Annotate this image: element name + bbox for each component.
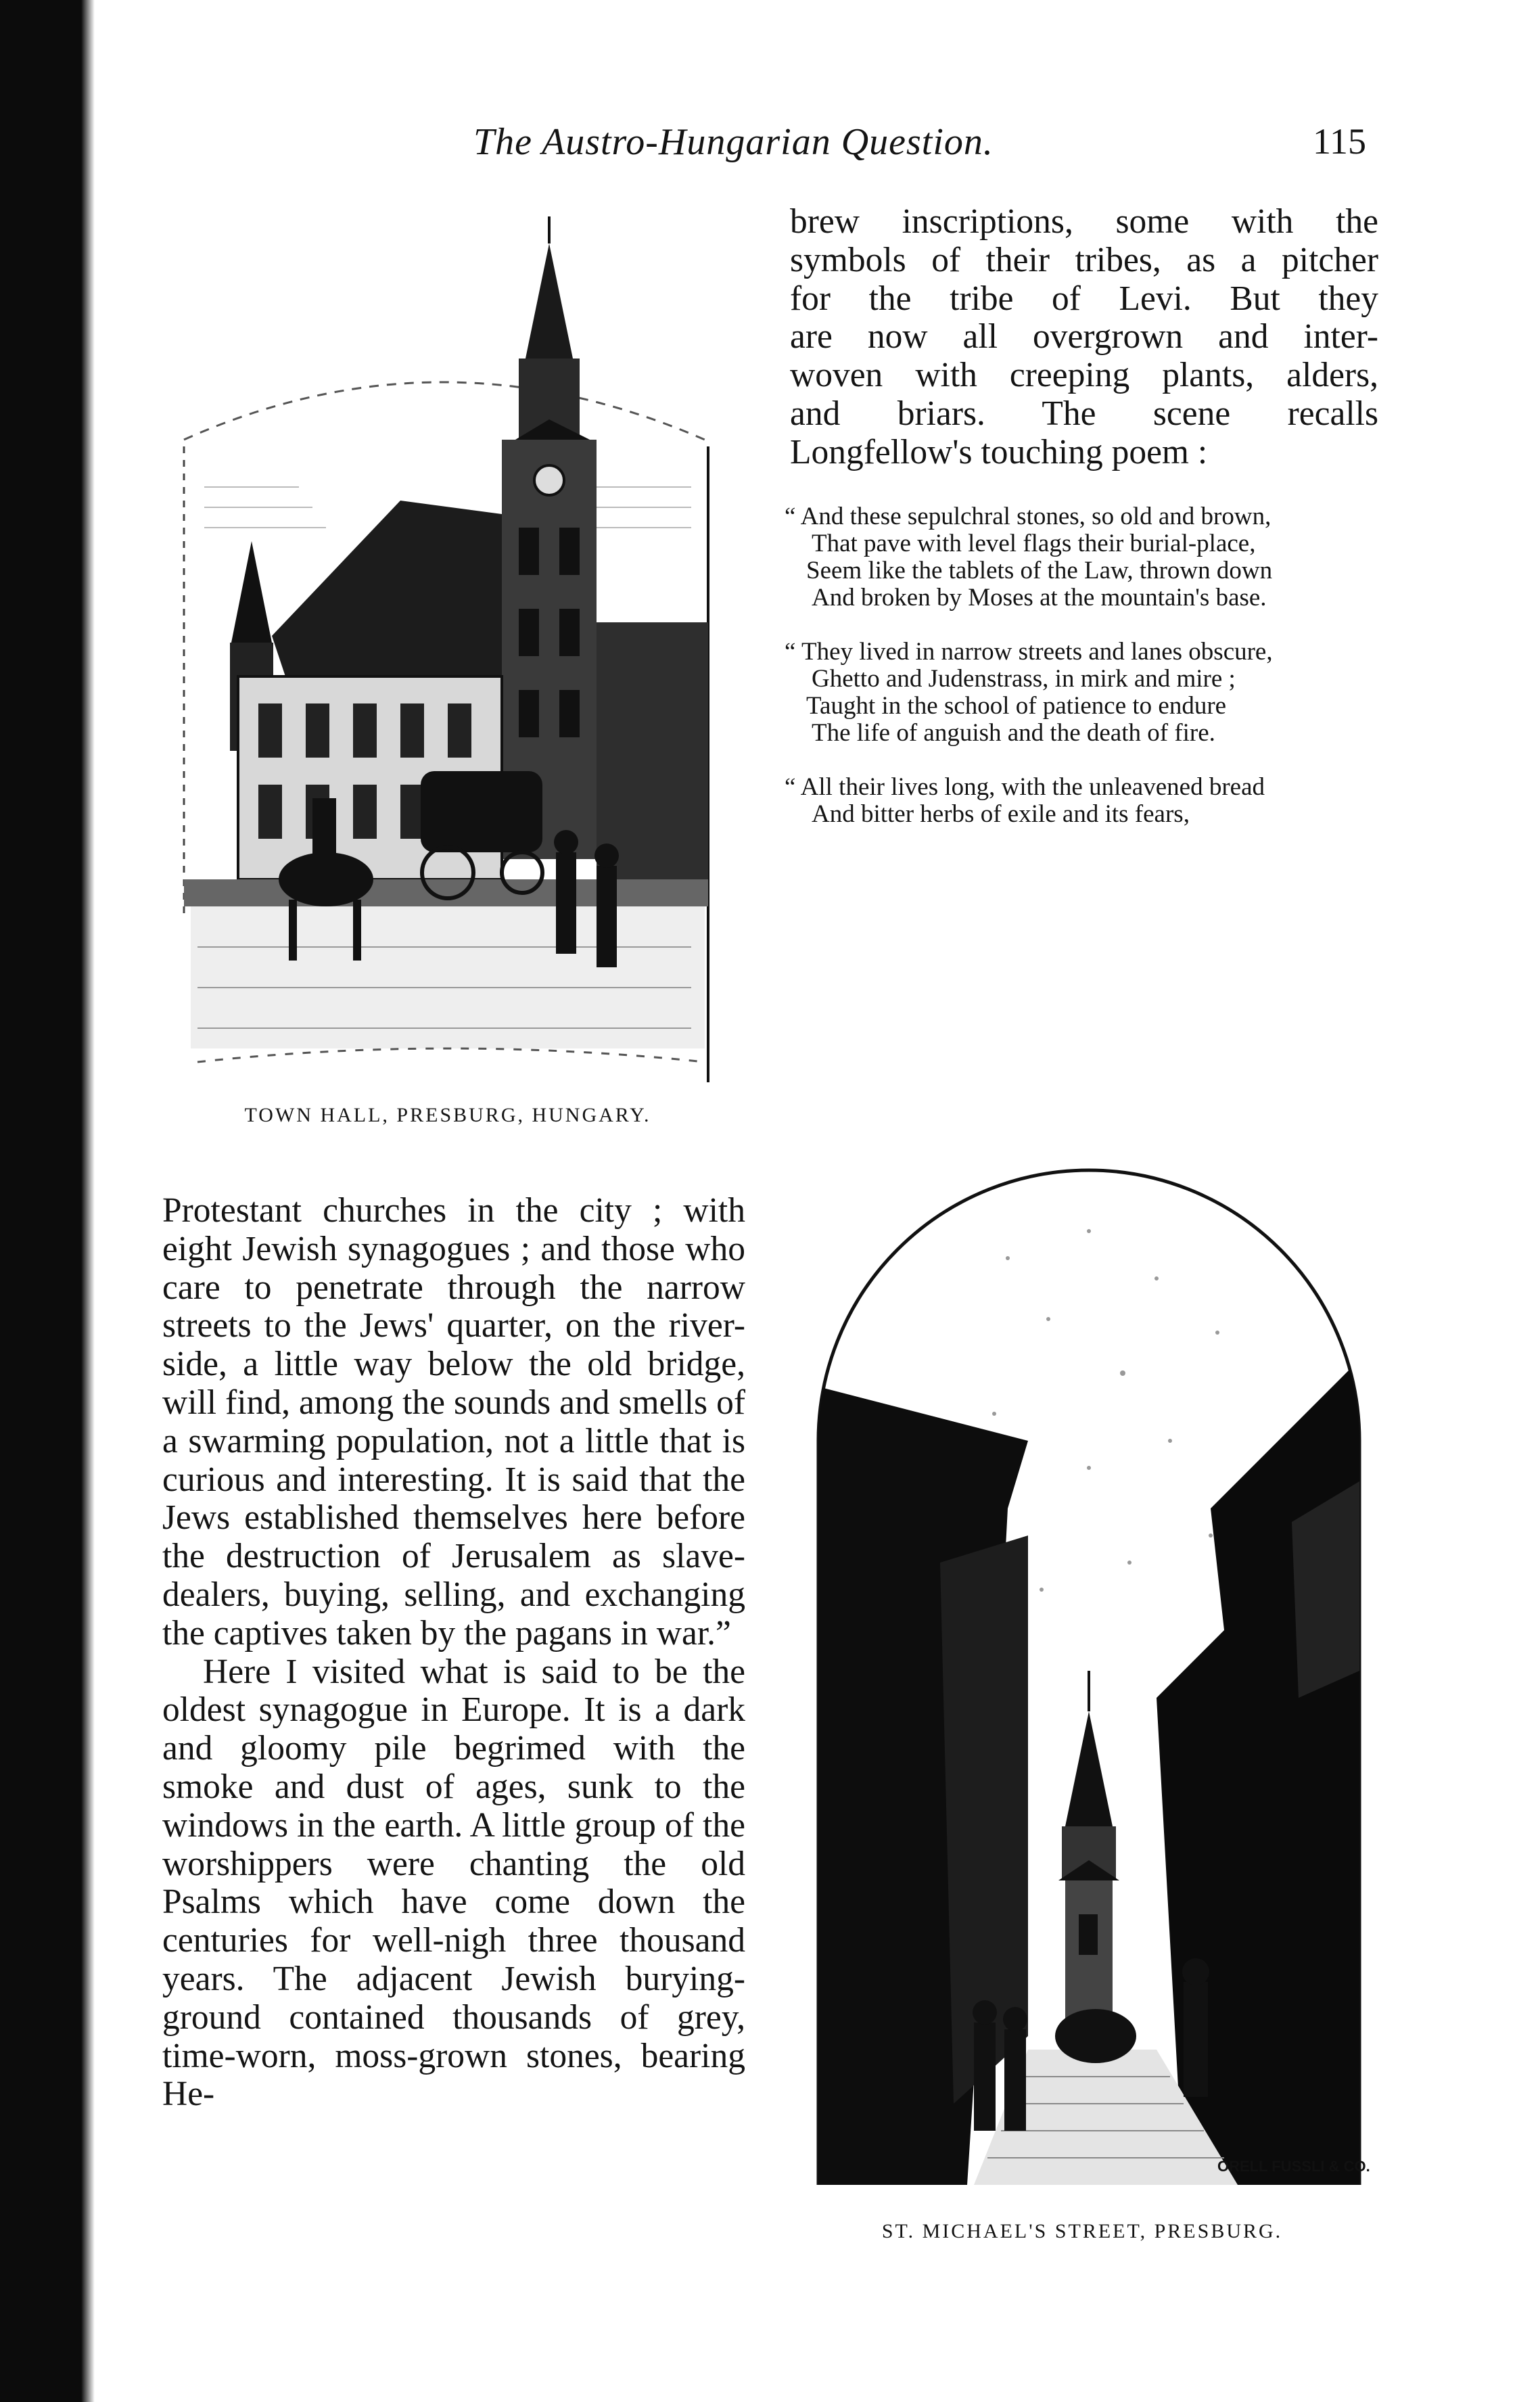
poem-line: And bitter herbs of exile and its fears,: [812, 800, 1190, 828]
right-line-5: woven with creeping plants, alders,: [790, 356, 1378, 395]
right-line-4: are now all overgrown and inter-: [790, 317, 1378, 356]
poem-line: “ They lived in narrow streets and lanes obscure,: [785, 638, 1273, 666]
paragraph: Here I visited what is said to be the oldest synagogue in Europe. It is a dark and gloomy pile begrimed with the smoke and dust of ages, sunk to the windows in the earth. A little group of the worshippers were chanting the old Psalms which have come down the centuries for well-nigh three thousand years. The adjacent Jewish burying-ground contained thousands of grey, time-worn, moss-grown stones, bearing He-: [162, 1652, 745, 2114]
poem-line: Taught in the school of patience to endure: [806, 692, 1227, 720]
st-michaels-street-illustration: [805, 1157, 1373, 2198]
engraver-signature: ORELL FUSSLI & CO.: [1217, 2158, 1370, 2175]
spine-edge-gradient: [81, 0, 95, 2402]
right-line-7: Longfellow's touching poem :: [790, 432, 1208, 471]
poem-line: “ And these sepulchral stones, so old and brown,: [785, 503, 1271, 530]
right-line-3: for the tribe of Levi. But they: [790, 279, 1378, 318]
page-number: 115: [1313, 121, 1366, 162]
town-hall-illustration: [177, 203, 718, 1082]
poem-line: Seem like the tablets of the Law, thrown down: [806, 557, 1273, 584]
book-spine-shadow: [0, 0, 85, 2402]
poem-line: That pave with level flags their burial-place,: [812, 530, 1256, 557]
right-line-6: and briars. The scene recalls: [790, 394, 1378, 433]
poem-line: The life of anguish and the death of fire.: [812, 719, 1215, 747]
left-column-text: [162, 1192, 745, 2114]
poem-line: “ All their lives long, with the unleavened bread: [785, 773, 1265, 801]
right-line-2: symbols of their tribes, as a pitcher: [790, 240, 1378, 279]
poem-line: And broken by Moses at the mountain's base.: [812, 584, 1267, 611]
longfellow-poem: [785, 503, 1380, 855]
paragraph: Protestant churches in the city ; with eight Jewish synagogues ; and those who care to penetrate through the narrow streets to the Jews' quarter, on the river-side, a little way below the old bridge, will find, among the sounds and smells of a swarming population, not a little that is curious and interesting. It is said that the Jews established themselves here before the destruction of Jerusalem as slave-dealers, buying, selling, and exchanging the captives taken by the pagans in war.”: [162, 1191, 745, 1653]
page-header: [433, 120, 1366, 175]
town-hall-caption: TOWN HALL, PRESBURG, HUNGARY.: [244, 1104, 651, 1126]
running-title: The Austro-Hungarian Question.: [473, 121, 994, 163]
right-line-1: brew inscriptions, some with the: [790, 202, 1378, 241]
poem-stanza: [785, 503, 1380, 611]
right-column-text: [790, 203, 1378, 472]
poem-stanza: [785, 774, 1380, 828]
poem-line: Ghetto and Judenstrass, in mirk and mire ;: [812, 665, 1236, 693]
st-michaels-caption: ST. MICHAEL'S STREET, PRESBURG.: [881, 2220, 1283, 2242]
poem-stanza: [785, 639, 1380, 747]
